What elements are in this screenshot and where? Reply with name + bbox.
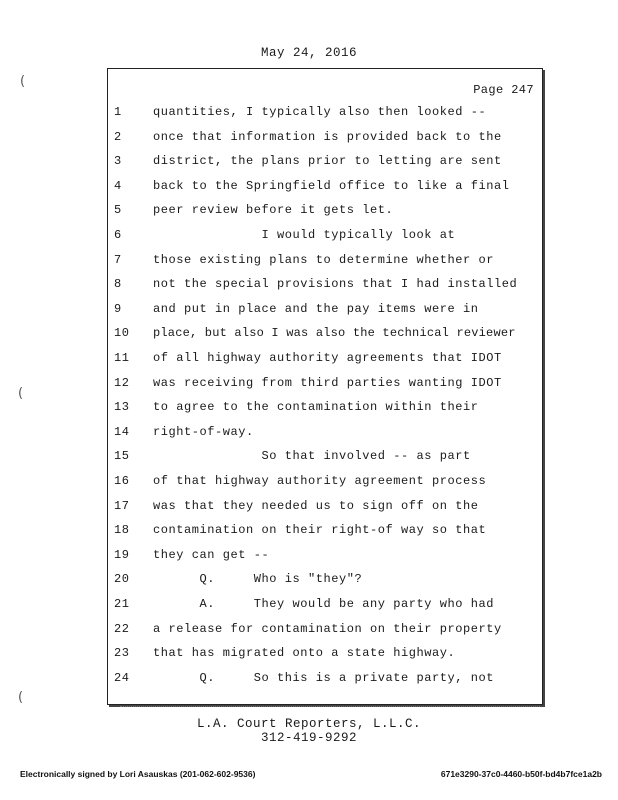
transcript-line (108, 203, 542, 228)
line-text: back to the Springfield office to like a final (153, 178, 510, 193)
transcript-line (108, 253, 542, 278)
transcript-line (108, 622, 542, 647)
line-text: place, but also I was also the technical reviewer (153, 326, 516, 341)
line-text: those existing plans to determine whether or (153, 252, 495, 267)
transcript-line (108, 425, 542, 450)
transcript-line (108, 351, 542, 376)
line-text: a release for contamination on their property (153, 621, 502, 636)
scan-margin-mark: ( (20, 74, 26, 89)
line-text: contamination on their right-of way so that (153, 523, 487, 538)
line-text: not the special provisions that I had installed (153, 277, 518, 292)
line-number: 2 (114, 129, 122, 144)
line-text: was that they needed us to sign off on the (153, 498, 479, 513)
line-text: and put in place and the pay items were in (153, 301, 479, 316)
line-text: A. They would be any party who had (153, 597, 495, 611)
line-number: 12 (114, 375, 130, 390)
transcript-line (108, 572, 542, 597)
transcript-line (108, 376, 542, 401)
transcript-line (108, 499, 542, 524)
court-reporter-firm: L.A. Court Reporters, L.L.C. (196, 717, 422, 731)
line-number: 7 (114, 252, 122, 267)
transcript-line (108, 326, 542, 351)
line-text: right-of-way. (153, 424, 254, 439)
line-text: was receiving from third parties wanting IDOT (153, 375, 502, 390)
line-number: 21 (114, 597, 130, 611)
transcript-line (108, 105, 542, 130)
line-text: peer review before it gets let. (153, 203, 394, 218)
scan-margin-mark: ( (18, 386, 24, 401)
transcript-line (108, 449, 542, 474)
line-text: Q. So this is a private party, not (153, 670, 495, 685)
line-number: 14 (114, 424, 130, 439)
line-number: 3 (114, 154, 122, 169)
transcript-line (108, 523, 542, 548)
line-number: 5 (114, 203, 122, 218)
line-number: 8 (114, 277, 122, 292)
transcript-line (108, 130, 542, 155)
line-number: 13 (114, 400, 130, 415)
line-text: I would typically look at (153, 228, 456, 242)
transcript-line (108, 228, 542, 253)
line-number: 23 (114, 646, 130, 661)
transcript-line (108, 646, 542, 671)
transcript-line (108, 597, 542, 622)
line-text: that has migrated onto a state highway. (153, 646, 456, 661)
line-number: 17 (114, 498, 130, 513)
line-number: 20 (114, 572, 130, 587)
scan-artifact-divider (120, 706, 540, 709)
line-number: 22 (114, 621, 130, 636)
transcript-line (108, 154, 542, 179)
transcript-line (108, 671, 542, 696)
line-number: 9 (114, 301, 122, 316)
line-number: 16 (114, 474, 130, 488)
transcript-line (108, 277, 542, 302)
line-text: of all highway authority agreements that IDOT (153, 351, 502, 365)
transcript-line (108, 302, 542, 327)
line-text: So that involved -- as part (153, 449, 471, 464)
court-reporter-phone: 312-419-9292 (260, 731, 357, 745)
transcript-line (108, 548, 542, 573)
electronic-signature: Electronically signed by Lori Asauskas (201-062-602-9536) (20, 769, 256, 779)
line-text: district, the plans prior to letting are sent (153, 154, 502, 169)
line-number: 18 (114, 523, 130, 538)
line-text: once that information is provided back to the (153, 129, 502, 144)
line-text: quantities, I typically also then looked -- (153, 105, 487, 119)
scan-margin-mark: ( (18, 690, 24, 705)
document-id: 671e3290-37c0-4460-b50f-bd4b7fce1a2b (440, 769, 602, 779)
line-number: 4 (114, 178, 122, 193)
line-text: of that highway authority agreement process (153, 474, 487, 488)
transcript-line (108, 474, 542, 499)
line-number: 1 (114, 105, 122, 119)
line-text: they can get -- (153, 547, 270, 562)
line-number: 6 (114, 228, 122, 242)
line-text: Q. Who is "they"? (153, 572, 363, 587)
page-number: Page 247 (473, 83, 534, 97)
transcript-page (107, 68, 543, 705)
line-number: 19 (114, 547, 130, 562)
line-number: 24 (114, 670, 130, 685)
line-number: 10 (114, 326, 130, 341)
line-text: to agree to the contamination within their (153, 400, 479, 415)
transcript-date: May 24, 2016 (260, 46, 357, 60)
line-number: 11 (114, 351, 130, 365)
line-number: 15 (114, 449, 130, 464)
transcript-line (108, 179, 542, 204)
transcript-line (108, 400, 542, 425)
